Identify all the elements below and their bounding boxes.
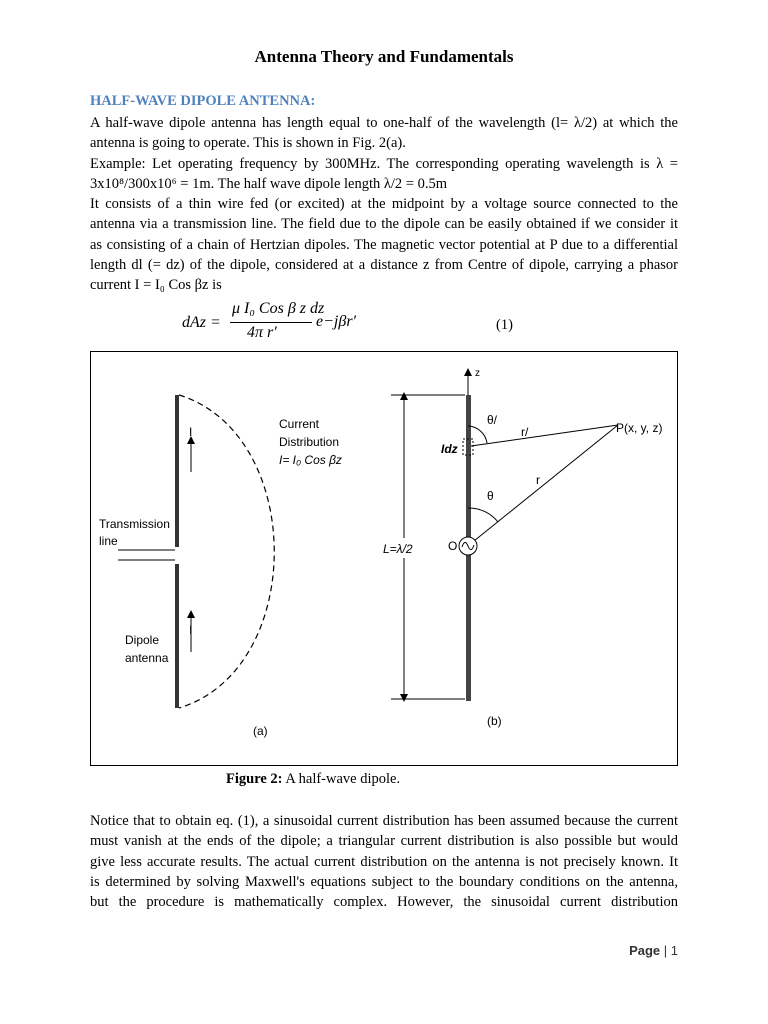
idz-label: Idz bbox=[441, 442, 458, 456]
caption-label: Figure 2: bbox=[226, 771, 283, 787]
figure-caption bbox=[226, 771, 400, 788]
text-line: A half-wave dipole antenna has length equal to one-half of the wavelength (l= λ/2) at which the bbox=[90, 115, 678, 131]
footer-label: Page bbox=[629, 943, 661, 958]
figure-b bbox=[383, 368, 662, 728]
current-distribution-curve bbox=[179, 395, 274, 708]
dipole-upper-arm bbox=[175, 395, 179, 547]
origin-label: O bbox=[448, 539, 458, 553]
text-line: is determined by solving Maxwell's equations subject to the boundary conditions on the antenna, bbox=[90, 873, 678, 890]
current-formula-label: I= I₀ Cos βz bbox=[279, 453, 342, 467]
equation-numerator: μ I₀ Cos β z dz bbox=[232, 300, 325, 317]
antenna-label: antenna bbox=[125, 651, 169, 665]
text-line: antenna via a transmission line. The field due to the dipole can be easily obtained if we consider it bbox=[90, 216, 678, 233]
r-label: r bbox=[536, 473, 540, 487]
text-line: length dl (= dz) of the dipole, considered at a distance z from Centre of dipole, carrying a phasor bbox=[90, 257, 678, 274]
text-line: It consists of a thin wire fed (or excited) at the midpoint by a voltage source connected to the bbox=[90, 196, 678, 213]
section-heading: HALF-WAVE DIPOLE ANTENNA: bbox=[90, 93, 316, 109]
text-line: as consisting of a chain of Hertzian dipoles. The magnetic vector potential at P due to a differential bbox=[90, 236, 678, 253]
figure-a bbox=[99, 395, 342, 738]
figure-2-diagram bbox=[91, 352, 677, 765]
dipole-label: Dipole bbox=[125, 633, 160, 647]
equation-exponential: e−jβr′ bbox=[316, 313, 357, 330]
equation-1 bbox=[182, 300, 382, 346]
page-title: Antenna Theory and Fundamentals bbox=[254, 47, 514, 66]
equation-lhs: dAz = bbox=[182, 314, 221, 331]
point-p-label: P(x, y, z) bbox=[616, 421, 663, 435]
text-line: 3x10⁸/300x10⁶ = 1m. The half wave dipole length λ/2 = 0.5m bbox=[90, 175, 448, 192]
paragraph-notice bbox=[90, 811, 678, 912]
distribution-label: Distribution bbox=[279, 435, 340, 449]
z-axis-label: z bbox=[475, 368, 480, 379]
caption-text: A half-wave dipole. bbox=[282, 771, 401, 787]
text-line: Example: Let operating frequency by 300MHz. The corresponding operating wavelength is λ = bbox=[90, 155, 678, 172]
current-arrow-lower-label: I bbox=[189, 623, 193, 637]
text-line: but the procedure is mathematically complex. However, the sinusoidal current distribution bbox=[90, 894, 678, 911]
text-line: Notice that to obtain eq. (1), a sinusoidal current distribution has been assumed because the current bbox=[90, 813, 678, 829]
current-label: Current bbox=[279, 417, 320, 431]
text-line: current I = I₀ Cos βz is bbox=[90, 277, 222, 294]
page-footer bbox=[629, 943, 678, 958]
line-label: line bbox=[99, 534, 118, 548]
text-line: must vanish at the ends of the dipole; a triangular current distribution is also possible but would bbox=[90, 833, 678, 850]
current-arrow-upper-label: I bbox=[189, 425, 193, 439]
text-line: give less accurate results. The actual current distribution on the antenna is not precisely known. It bbox=[90, 853, 678, 870]
paragraph-intro bbox=[90, 113, 678, 296]
text-line: antenna is going to operate. This is shown in Fig. 2(a). bbox=[90, 135, 406, 152]
theta-prime-label: θ/ bbox=[487, 413, 498, 427]
figure-a-tag: (a) bbox=[253, 724, 268, 738]
equation-denominator: 4π r′ bbox=[247, 324, 277, 341]
footer-separator: | bbox=[660, 943, 671, 958]
fraction-bar bbox=[230, 322, 312, 323]
figure-b-tag: (b) bbox=[487, 714, 502, 728]
page-number: 1 bbox=[670, 943, 678, 958]
theta-label: θ bbox=[487, 489, 494, 503]
dipole-lower-arm bbox=[175, 564, 179, 708]
theta-arc bbox=[468, 508, 498, 522]
figure-frame bbox=[90, 351, 678, 766]
r-prime-label: r/ bbox=[521, 425, 529, 439]
equation-number: (1) bbox=[496, 317, 513, 333]
length-label: L=λ/2 bbox=[383, 542, 413, 556]
transmission-label: Transmission bbox=[99, 517, 170, 531]
